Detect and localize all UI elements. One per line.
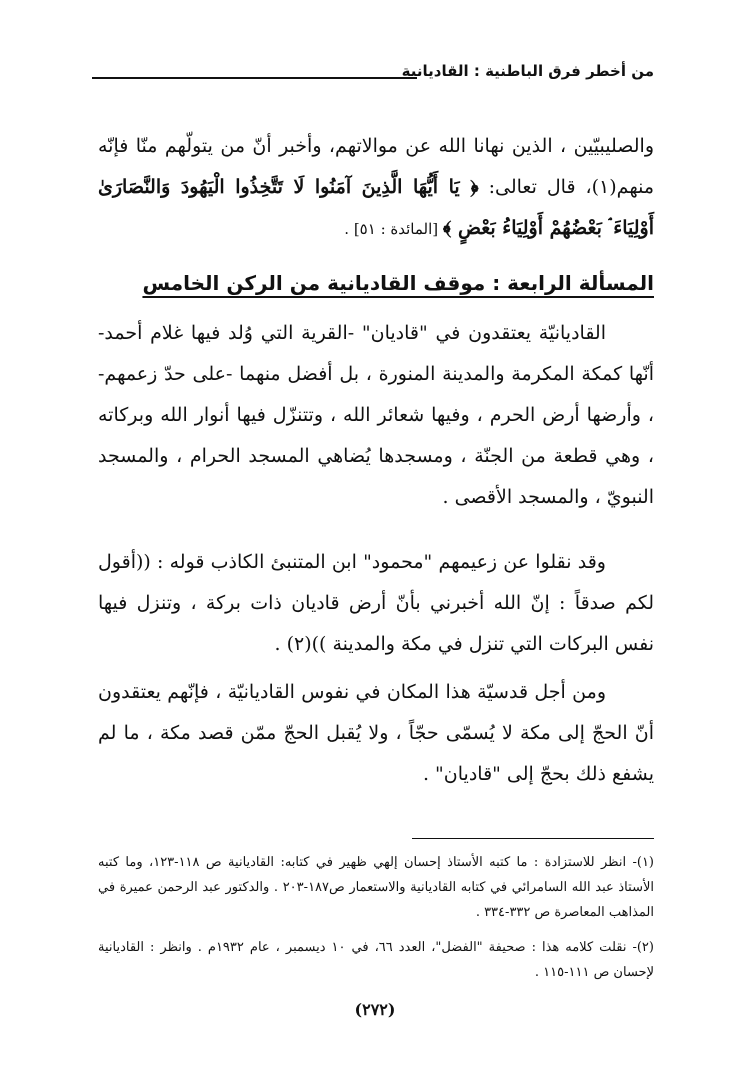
running-header-title: من أخطر فرق الباطنية : القاديانية: [401, 62, 654, 80]
paragraph-1-text: والصليبيّين ، الذين نهانا الله عن موالاتهم، وأخبر أنّ من يتولّهم منّا فإنّه منهم(١)، قال تعالى:: [98, 135, 654, 198]
running-header: [92, 62, 654, 88]
footnote-separator: [412, 838, 654, 839]
page-number: (٢٧٢): [354, 1000, 396, 1019]
paragraph-3: وقد نقلوا عن زعيمهم "محمود" ابن المتنبئ الكاذب قوله : ((أقول لكم صدقاً : إنّ الله أخبرني بأنّ أرض قاديان ذات بركة ، وتنزل فيها نفس البركات التي تنزل في مكة والمدينة ))(٢) .: [98, 551, 654, 655]
paragraph-2: القاديانيّة يعتقدون في "قاديان" -القرية التي وُلد فيها غلام أحمد- أنّها كمكة المكرمة والمدينة المنورة ، بل أفضل منهما -على حدّ زعمهم- ، وأرضها أرض الحرم ، وفيها شعائر الله ، وتتنزّل فيها أنوار الله وبركاته ، وهي قطعة من الجنّة ، ومسجدها يُضاهي المسجد الحرام ، والمسجد النبويّ ، والمسجد الأقصى .: [98, 322, 654, 508]
quran-verse: ﴿ يَا أَيُّهَا الَّذِينَ آمَنُوا لَا تَتَّخِذُوا الْيَهُودَ وَالنَّصَارَىٰ أَوْلِيَاءَ ۘ بَعْضُهُمْ أَوْلِيَاءُ بَعْضٍ ﴾: [98, 176, 654, 239]
paragraph-4: ومن أجل قدسيّة هذا المكان في نفوس القاديانيّة ، فإنّهم يعتقدون أنّ الحجّ إلى مكة لا يُسمّى حجّاً ، ولا يُقبل الحجّ ممّن قصد مكة ، ما لم يشفع ذلك بحجّ إلى "قاديان" .: [98, 681, 654, 785]
quran-reference: [المائدة : ٥١] .: [344, 220, 443, 238]
section-heading-text: المسألة الرابعة : موقف القاديانية من الركن الخامس: [142, 271, 654, 295]
footnote-1: (١)- انظر للاستزادة : ما كتبه الأستاذ إحسان إلهي ظهير في كتابه: القاديانية ص ١١٨-١٢٣، وما كتبه الأستاذ عبد الله السامرائي في كتابه القاديانية والاستعمار ص١٨٧-٢٠٣ . والدكتور عبد الرحمن عميرة في المذاهب المعاصرة ص ٣٣٢-٣٣٤ .: [98, 855, 654, 920]
header-rule: [92, 77, 417, 79]
section-heading: [98, 266, 654, 300]
footnote-2: (٢)- نقلت كلامه هذا : صحيفة "الفضل"، العدد ٦٦، في ١٠ ديسمبر ، عام ١٩٣٢م . وانظر : القاديانية لإحسان ص ١١١-١١٥ .: [98, 940, 654, 980]
paragraph-1: [98, 126, 654, 250]
